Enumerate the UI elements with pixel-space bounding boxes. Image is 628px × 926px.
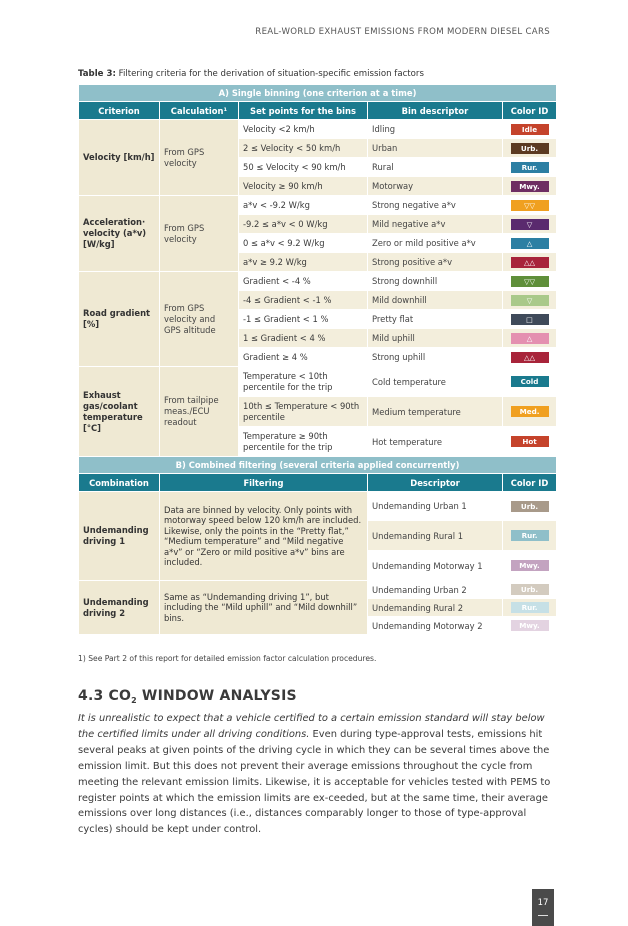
descriptor-cell: Undemanding Motorway 1: [368, 551, 502, 580]
color-id-cell: [503, 139, 556, 157]
combination-cell: Undemanding driving 1: [79, 492, 159, 580]
descriptor-cell: Undemanding Urban 1: [368, 492, 502, 520]
table-caption: [78, 69, 424, 79]
section-b-header-row: [79, 474, 556, 491]
bin-descriptor-cell: Mild uphill: [368, 329, 502, 347]
color-id-cell: [503, 397, 556, 426]
table-row: [79, 581, 556, 598]
color-id-cell: [503, 367, 556, 396]
bin-descriptor-cell: Urban: [368, 139, 502, 157]
color-id-cell: [503, 234, 556, 252]
bin-descriptor-cell: Hot temperature: [368, 427, 502, 456]
set-point-cell: Gradient < -4 %: [239, 272, 367, 290]
calculation-cell: From GPS velocity: [160, 196, 238, 271]
set-point-cell: 2 ≤ Velocity < 50 km/h: [239, 139, 367, 157]
color-id-badge: Mwy.: [511, 181, 549, 192]
bin-descriptor-cell: Rural: [368, 158, 502, 176]
caption-text: Filtering criteria for the derivation of situation-specific emission factors: [118, 69, 424, 79]
set-point-cell: a*v < -9.2 W/kg: [239, 196, 367, 214]
set-point-cell: Velocity <2 km/h: [239, 120, 367, 138]
section-a-body: [79, 85, 556, 456]
bin-descriptor-cell: Mild negative a*v: [368, 215, 502, 233]
calculation-cell: From GPS velocity: [160, 120, 238, 195]
color-id-badge: ▽▽: [511, 276, 549, 287]
descriptor-cell: Undemanding Rural 2: [368, 599, 502, 616]
color-id-badge: Mwy.: [511, 560, 549, 571]
emission-factor-table: [78, 84, 557, 635]
set-point-cell: 1 ≤ Gradient < 4 %: [239, 329, 367, 347]
color-id-cell: [503, 291, 556, 309]
section-a-header-row: [79, 102, 556, 119]
color-id-badge: Rur.: [511, 530, 549, 541]
column-header: Combination: [79, 474, 159, 491]
column-header: Calculation¹: [160, 102, 238, 119]
column-header: Color ID: [503, 102, 556, 119]
color-id-cell: [503, 348, 556, 366]
set-point-cell: Gradient ≥ 4 %: [239, 348, 367, 366]
color-id-badge: △△: [511, 257, 549, 268]
color-id-badge: ▽▽: [511, 200, 549, 211]
paragraph-body: Even during type-approval tests, emissions hit several peaks at given points of the driving cycle in which they can be several times above the emission limit. But this does not prevent their average emissions throughout the cycle from meeting the relevant emission limits. Likewise, it is acceptable for vehicles tested with PEMS to register points at which the emission limits are ex-ceeded, but at the same time, their average emissions over long distances (i.e., distances comparably longer to those of type-approval cycles) should be kept under control.: [78, 728, 551, 836]
color-id-cell: [503, 551, 556, 580]
page-number-bar: [538, 915, 548, 916]
color-id-badge: △△: [511, 352, 549, 363]
section-a-title: A) Single binning (one criterion at a time): [79, 85, 556, 101]
color-id-cell: [503, 215, 556, 233]
section-sub: 2: [131, 696, 137, 705]
bin-descriptor-cell: Motorway: [368, 177, 502, 195]
section-heading: [78, 688, 297, 705]
color-id-cell: [503, 521, 556, 550]
section-b-title-row: [79, 457, 556, 473]
table-row: [79, 120, 556, 138]
section-b-body: [79, 457, 556, 634]
color-id-badge: ▽: [511, 295, 549, 306]
color-id-badge: ▽: [511, 219, 549, 230]
table-row: [79, 272, 556, 290]
color-id-badge: Urb.: [511, 584, 549, 595]
section-number: 4.3: [78, 688, 104, 704]
color-id-badge: Cold: [511, 376, 549, 387]
calculation-cell: From GPS velocity and GPS altitude: [160, 272, 238, 366]
bin-descriptor-cell: Strong uphill: [368, 348, 502, 366]
table-row: [79, 492, 556, 520]
criterion-cell: Road gradient [%]: [79, 272, 159, 366]
color-id-badge: △: [511, 238, 549, 249]
filtering-cell: Data are binned by velocity. Only points with motorway speed below 120 km/h are included. Likewise, only the points in the “Pretty flat,” “Medium temperature” and “Mild negative a*v” or “Zero or mild positive a*v” bins are included.: [160, 492, 367, 580]
column-header: Filtering: [160, 474, 367, 491]
filtering-cell: Same as “Undemanding driving 1”, but including the “Mild uphill” and “Mild downhill” bins.: [160, 581, 367, 634]
color-id-badge: △: [511, 333, 549, 344]
page-number-text: 17: [537, 898, 549, 908]
bin-descriptor-cell: Strong negative a*v: [368, 196, 502, 214]
column-header: Bin descriptor: [368, 102, 502, 119]
set-point-cell: -4 ≤ Gradient < -1 %: [239, 291, 367, 309]
color-id-cell: [503, 599, 556, 616]
color-id-badge: Idle: [511, 124, 549, 135]
color-id-cell: [503, 310, 556, 328]
column-header: Descriptor: [368, 474, 502, 491]
color-id-cell: [503, 581, 556, 598]
criterion-cell: Velocity [km/h]: [79, 120, 159, 195]
set-point-cell: -1 ≤ Gradient < 1 %: [239, 310, 367, 328]
bin-descriptor-cell: Medium temperature: [368, 397, 502, 426]
paragraph-italic: It is unrealistic to expect that a vehicle certified to a certain emission standard will stay below the certified limits under all driving conditions.: [78, 713, 545, 740]
bin-descriptor-cell: Pretty flat: [368, 310, 502, 328]
table-row: [79, 196, 556, 214]
criterion-cell: Acceleration· velocity (a*v) [W/kg]: [79, 196, 159, 271]
set-point-cell: Temperature ≥ 90th percentile for the trip: [239, 427, 367, 456]
combination-cell: Undemanding driving 2: [79, 581, 159, 634]
descriptor-cell: Undemanding Urban 2: [368, 581, 502, 598]
color-id-badge: Mwy.: [511, 620, 549, 631]
color-id-cell: [503, 427, 556, 456]
bin-descriptor-cell: Strong downhill: [368, 272, 502, 290]
section-a-title-row: [79, 85, 556, 101]
color-id-badge: Hot: [511, 436, 549, 447]
set-point-cell: Temperature < 10th percentile for the trip: [239, 367, 367, 396]
set-point-cell: a*v ≥ 9.2 W/kg: [239, 253, 367, 271]
section-co: CO: [108, 688, 132, 704]
color-id-badge: Med.: [511, 406, 549, 417]
color-id-cell: [503, 492, 556, 520]
section-b-title: B) Combined filtering (several criteria applied concurrently): [79, 457, 556, 473]
color-id-cell: [503, 617, 556, 634]
column-header: Criterion: [79, 102, 159, 119]
running-header: REAL-WORLD EXHAUST EMISSIONS FROM MODERN DIESEL CARS: [255, 27, 550, 37]
color-id-cell: [503, 158, 556, 176]
page-number: [532, 889, 554, 926]
bin-descriptor-cell: Strong positive a*v: [368, 253, 502, 271]
descriptor-cell: Undemanding Rural 1: [368, 521, 502, 550]
bin-descriptor-cell: Mild downhill: [368, 291, 502, 309]
set-point-cell: 0 ≤ a*v < 9.2 W/kg: [239, 234, 367, 252]
color-id-cell: [503, 120, 556, 138]
criterion-cell: Exhaust gas/coolant temperature [°C]: [79, 367, 159, 456]
color-id-cell: [503, 329, 556, 347]
section-title: WINDOW ANALYSIS: [141, 688, 297, 704]
set-point-cell: 50 ≤ Velocity < 90 km/h: [239, 158, 367, 176]
color-id-cell: [503, 196, 556, 214]
set-point-cell: 10th ≤ Temperature < 90th percentile: [239, 397, 367, 426]
bin-descriptor-cell: Zero or mild positive a*v: [368, 234, 502, 252]
column-header: Set points for the bins: [239, 102, 367, 119]
set-point-cell: Velocity ≥ 90 km/h: [239, 177, 367, 195]
column-header: Color ID: [503, 474, 556, 491]
calculation-cell: From tailpipe meas./ECU readout: [160, 367, 238, 456]
color-id-cell: [503, 272, 556, 290]
table-row: [79, 367, 556, 396]
bin-descriptor-cell: Idling: [368, 120, 502, 138]
caption-label: Table 3:: [78, 69, 116, 79]
bin-descriptor-cell: Cold temperature: [368, 367, 502, 396]
table-footnote: 1) See Part 2 of this report for detailed emission factor calculation procedures.: [78, 654, 377, 663]
color-id-badge: Rur.: [511, 162, 549, 173]
set-point-cell: -9.2 ≤ a*v < 0 W/kg: [239, 215, 367, 233]
body-paragraph: [78, 711, 554, 838]
color-id-badge: Urb.: [511, 143, 549, 154]
color-id-cell: [503, 177, 556, 195]
color-id-badge: Rur.: [511, 602, 549, 613]
color-id-badge: □: [511, 314, 549, 325]
color-id-badge: Urb.: [511, 501, 549, 512]
color-id-cell: [503, 253, 556, 271]
descriptor-cell: Undemanding Motorway 2: [368, 617, 502, 634]
